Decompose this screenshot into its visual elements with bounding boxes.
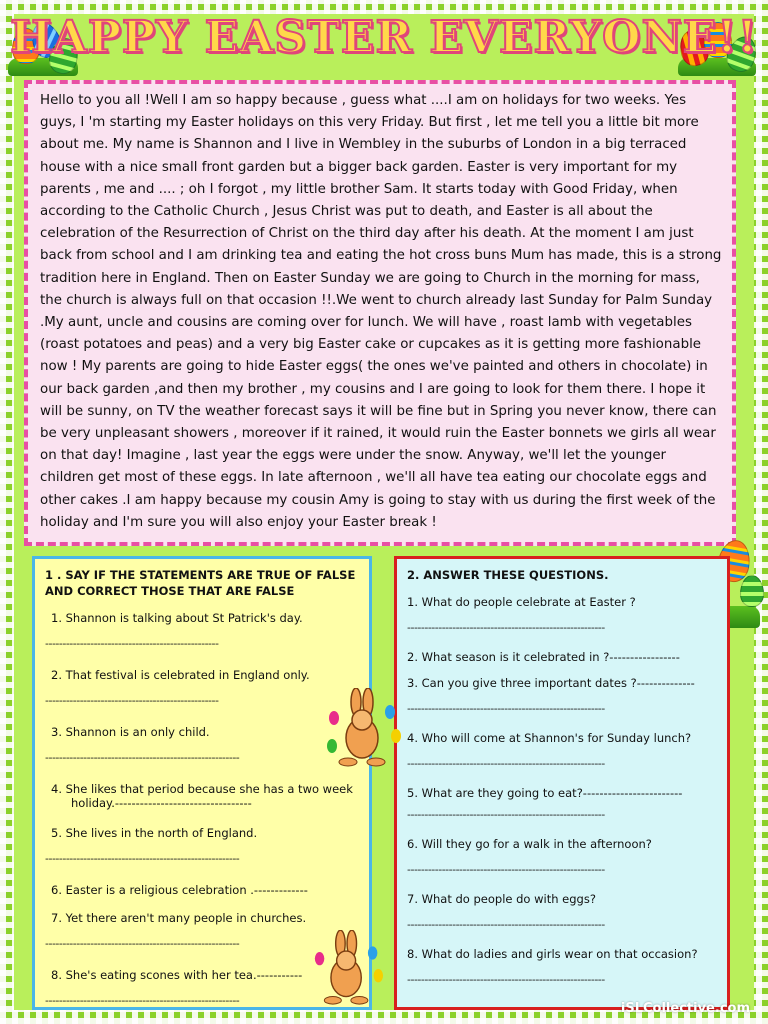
question-item: 2. What season is it celebrated in ?----------------- bbox=[407, 650, 680, 664]
story-paragraph: Hello to you all !Well I am so happy because , guess what ....I am on holidays for two weeks. Yes guys, I 'm starting my Easter holidays on this very Friday. But first , let me tell you a little bit more about me. My name is Shannon and I live in Wembley in the suburbs of London in a big terraced house with a nice small front garden but a bigger back garden. Easter is very important for my parents , me and .... ; oh I forgot , my little brother Sam. It starts today with Good Friday, when according to the Catholic Church , Jesus Christ was put to death, and Easter is all about the celebration of the Resurrection of Christ on the third day after his death. At the moment I am just back from school and I am drinking tea and eating the hot cross buns Mum has made, this is a strong tradition here in England. Then on Easter Sunday we are going to Church in the morning for mass, the church is always full on that occasion !!.We went to church already last Sunday for Palm Sunday .My aunt, uncle and cousins are coming over for lunch. We will have , roast lamb with vegetables (roast potatoes and peas) and a very big Easter cake or cupcakes as it is getting more fashionable now ! My parents are going to hide Easter eggs( the ones we've painted and others in chocolate) in our back garden ,and then my brother , my cousins and I are going to look for them there. I hope it will be sunny, on TV the weather forecast says it will be fine but in Spring you never know, there can be very unpleasant showers , moreover if it rained, it would ruin the Easter bonnets we girls all wear on that day! Imagine , last year the eggs were under the snow. Anyway, we'll let the younger children get most of these eggs. In late afternoon , we'll all have tea eating our chocolate eggs and other cakes .I am happy because my cousin Amy is going to stay with us during the first week of the holiday and I'm sure you will also enjoy your Easter break ! bbox=[40, 93, 722, 530]
page-title: HAPPY EASTER EVERYONE!! bbox=[10, 12, 758, 63]
answer-line[interactable]: -------------------------------------------------------- bbox=[45, 852, 240, 865]
answer-line[interactable]: --------------------------------------------------------- bbox=[407, 621, 605, 634]
question-item: 8. What do ladies and girls wear on that occasion? bbox=[407, 947, 698, 961]
answer-line[interactable]: --------------------------------------------------------- bbox=[407, 808, 605, 821]
statement-item: 2. That festival is celebrated in England only. bbox=[51, 668, 310, 682]
easter-bunny-juggling-icon bbox=[326, 688, 402, 772]
answer-line[interactable]: --------------------------------------------------------- bbox=[407, 702, 605, 715]
statement-item: 6. Easter is a religious celebration .------------- bbox=[51, 883, 308, 897]
answer-line[interactable]: -------------------------------------------------- bbox=[45, 694, 219, 707]
easter-bunny-juggling-icon bbox=[312, 930, 384, 1010]
question-item: 1. What do people celebrate at Easter ? bbox=[407, 595, 636, 609]
story-text-box bbox=[24, 80, 736, 546]
statement-item: 5. She lives in the north of England. bbox=[51, 826, 258, 840]
question-item: 5. What are they going to eat?------------------------ bbox=[407, 786, 683, 800]
answer-line[interactable]: --------------------------------------------------------- bbox=[407, 863, 605, 876]
answer-line[interactable]: -------------------------------------------------------- bbox=[45, 994, 240, 1007]
statement-item: 8. She's eating scones with her tea.----------- bbox=[51, 968, 303, 982]
question-item: 4. Who will come at Shannon's for Sunday lunch? bbox=[407, 731, 692, 745]
exercise-questions-box bbox=[394, 556, 730, 1010]
question-item: 6. Will they go for a walk in the afternoon? bbox=[407, 837, 652, 851]
answer-line[interactable]: --------------------------------------------------------- bbox=[407, 757, 605, 770]
answer-line[interactable]: --------------------------------------------------------- bbox=[407, 973, 605, 986]
question-item: 3. Can you give three important dates ?-------------- bbox=[407, 676, 695, 690]
answer-line[interactable]: --------------------------------------------------------- bbox=[407, 918, 605, 931]
answer-line[interactable]: -------------------------------------------------- bbox=[45, 637, 219, 650]
answer-line[interactable]: -------------------------------------------------------- bbox=[45, 751, 240, 764]
statement-item: 7. Yet there aren't many people in churches. bbox=[51, 911, 307, 925]
question-item: 7. What do people do with eggs? bbox=[407, 892, 596, 906]
statement-item: 1. Shannon is talking about St Patrick's day. bbox=[51, 611, 303, 625]
statement-item: 3. Shannon is an only child. bbox=[51, 725, 210, 739]
answer-line[interactable]: -------------------------------------------------------- bbox=[45, 937, 240, 950]
watermark: iSLCollective.com bbox=[620, 1001, 750, 1016]
statement-item: 4. She likes that period because she has a two week holiday.--------------------------------- bbox=[51, 782, 353, 810]
exercise-1-heading: 1 . SAY IF THE STATEMENTS ARE TRUE OF FALSE AND CORRECT THOSE THAT ARE FALSE bbox=[45, 568, 356, 598]
exercise-2-heading: 2. ANSWER THESE QUESTIONS. bbox=[407, 568, 609, 582]
